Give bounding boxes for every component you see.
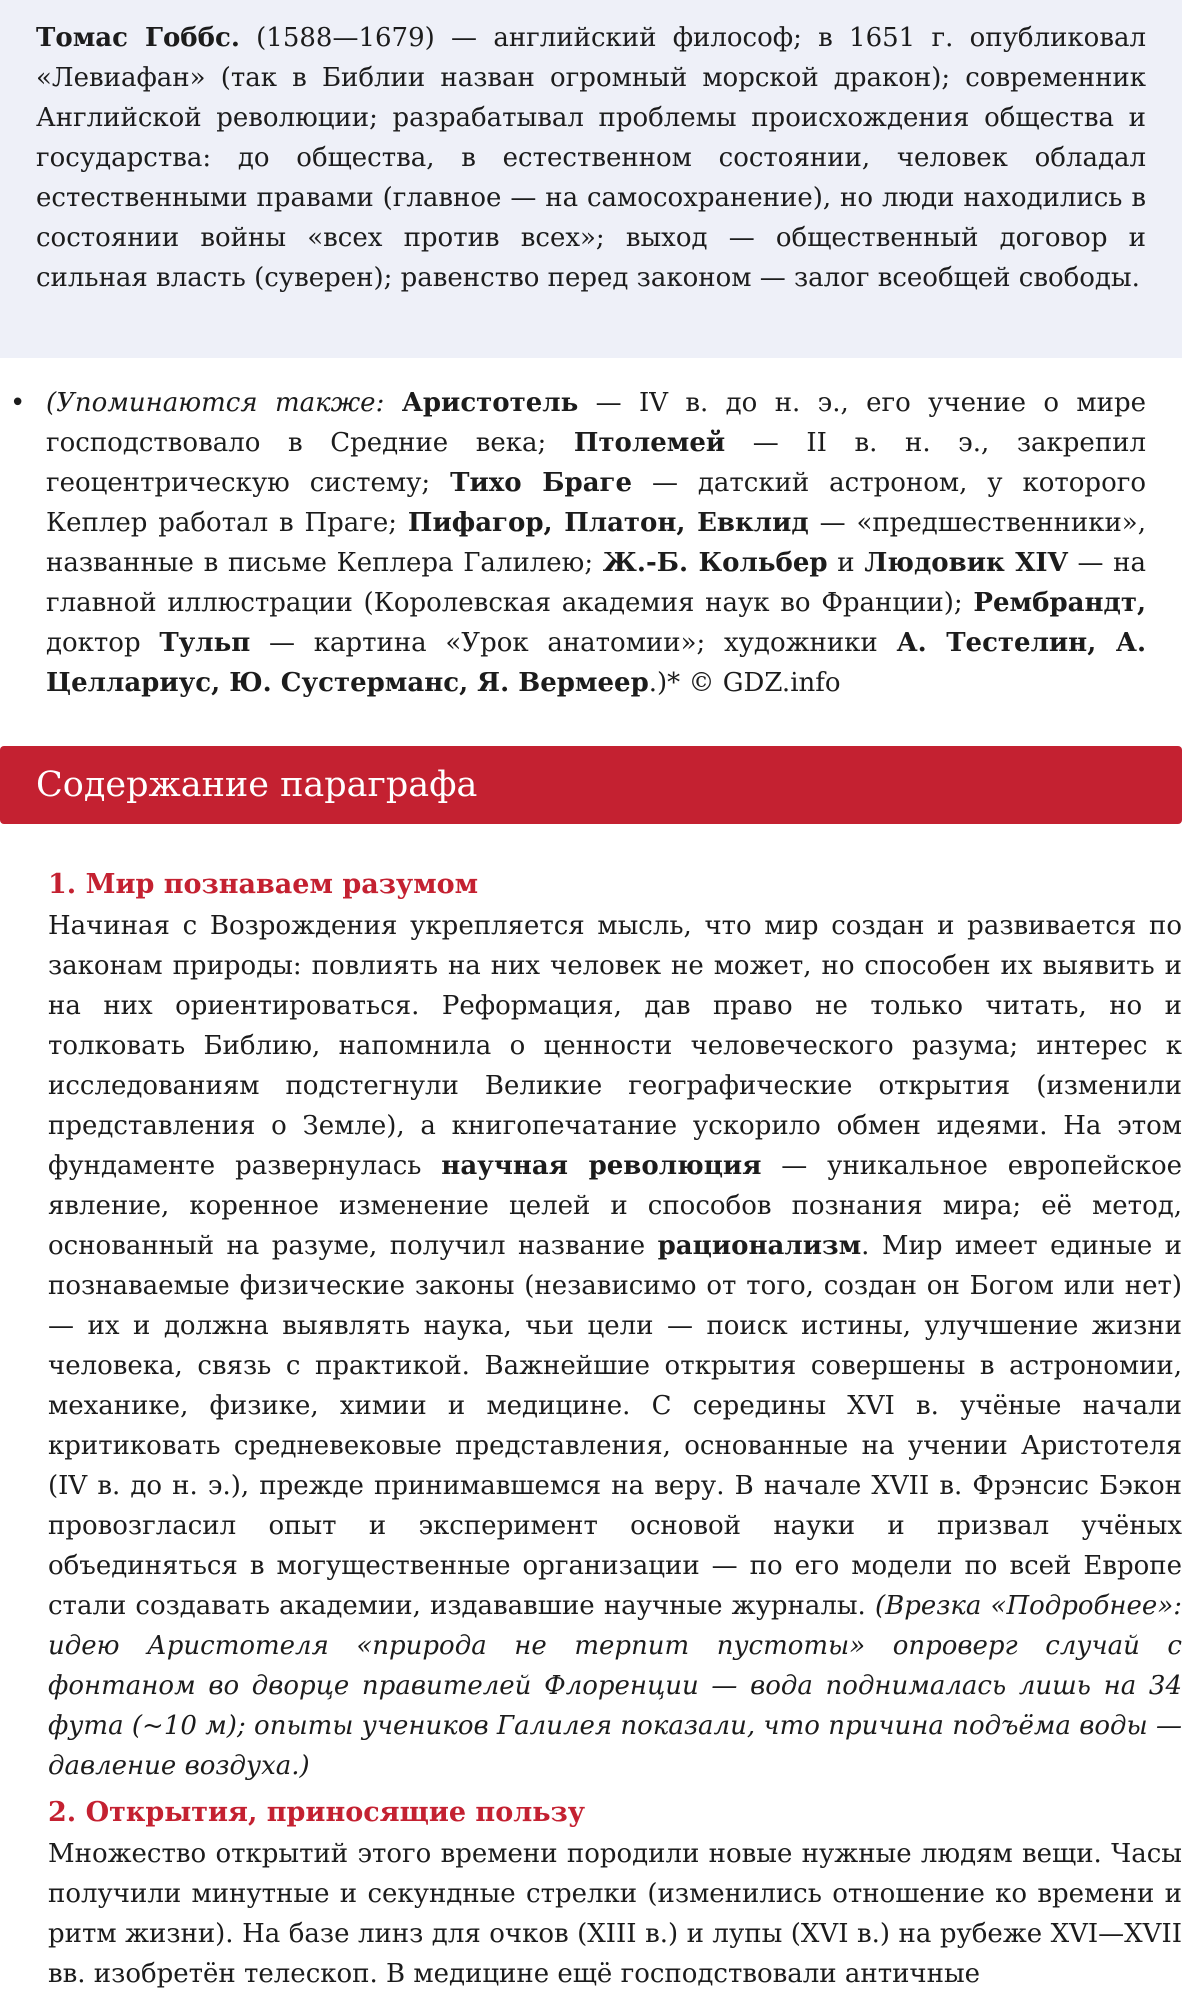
heading-part-2: 2. Открытия, приносящие пользу [48, 1797, 586, 1828]
hobbes-name: Томас Гоббс. [36, 23, 240, 53]
term-rationalism: рационализм [657, 1231, 862, 1261]
text-3: — датский астроном, у которого Кеплер работал в Праге; [46, 468, 1147, 538]
name-aristotle: Аристотель [401, 388, 579, 418]
bullet-dot-icon: • [10, 388, 26, 418]
names-artists: А. Тестелин, А. Целлариус, Ю. Сустерманс, Я. Вермеер [46, 628, 1146, 698]
part-1-paragraph [0, 906, 1182, 1786]
name-louis: Людовик XIV [864, 548, 1068, 578]
part-1-text-3: . Мир имеет единые и познаваемые физические законы (независимо от того, создан он Богом или нет) — их и должна выявлять наука, чьи цели — поиск истины, улучшение жизни человека, связь с практикой. Важнейшие открытия совершены в астрономии, механике, физике, химии и медицине. С середины XVI в. учёные начали критиковать средневековые представления, основанные на учении Аристотеля (IV в. до н. э.), прежде принимавшемся на веру. В начале XVII в. Фрэнсис Бэкон провозгласил опыт и эксперимент основой науки и призвал учёных объединяться в могущественные организации — по его модели по всей Европе стали создавать академии, издававшие научные журналы. [48, 1231, 1182, 1621]
part-1-inset: (Врезка «Подробнее»: идею Аристотеля «природа не терпит пустоты» опроверг случай с фонтаном во дворце правителей Флоренции — вода поднималась лишь на 34 фута (~10 м); опыты учеников Галилея показали, что причина подъёма воды — давление воздуха.) [48, 1591, 1182, 1781]
text-5: и [827, 548, 865, 578]
part-2-text-1: Множество открытий этого времени породили новые нужные людям вещи. Часы получили минутные и секундные стрелки (изменились отношение ко времени и ритм жизни). На базе линз для очков (XIII в.) и лупы (XVI в.) на рубеже XVI—XVII вв. изобретён телескоп. В медицине ещё господствовали античные [48, 1839, 1182, 1989]
name-tulp: Тульп [159, 628, 251, 658]
term-scientific-revolution: научная революция [441, 1151, 762, 1181]
name-colbert: Ж.-Б. Кольбер [602, 548, 828, 578]
mentioned-intro: (Упоминаются также: [46, 388, 385, 418]
section-title-bar [0, 746, 1182, 824]
text-7: доктор [46, 628, 160, 658]
mentioned-bullet [0, 383, 1182, 703]
text-1: — IV в. до н. э., его учение о мире господствовало в Средние века; [46, 388, 1147, 458]
mentioned-paragraph [46, 383, 1146, 703]
text-6: — на главной иллюстрации (Королевская академия наук во Франции); [46, 548, 1147, 618]
name-ptolemy: Птолемей [573, 428, 726, 458]
text-9: .)* © GDZ.info [648, 668, 841, 698]
text-8: — картина «Урок анатомии»; художники [250, 628, 897, 658]
hobbes-paragraph [36, 18, 1146, 298]
name-brahe: Тихо Браге [450, 468, 633, 498]
text-2: — II в. н. э., закрепил геоцентрическую систему; [46, 428, 1146, 498]
main-content [0, 864, 1182, 1994]
name-pythagoras: Пифагор, Платон, Евклид [407, 508, 809, 538]
part-2-paragraph [0, 1834, 1182, 1994]
part-1-text-1: Начиная с Возрождения укрепляется мысль, что мир создан и развивается по законам природы: повлиять на них человек не может, но способен их выявить и на них ориентироваться. Реформация, дав право не только читать, но и толковать Библию, напомнила о ценности человеческого разума; интерес к исследованиям подстегнули Великие географические открытия (изменили представления о Земле), а книгопечатание ускорило обмен идеями. На этом фундаменте развернулась [48, 911, 1182, 1181]
name-rembrandt: Рембрандт, [973, 588, 1146, 618]
part-1-text-2: — уникальное европейское явление, коренное изменение целей и способов познания мира; её метод, основанный на разуме, получил название [48, 1151, 1182, 1261]
text-4: — «предшественники», названные в письме Кеплера Галилею; [46, 508, 1146, 578]
heading-part-1: 1. Мир познаваем разумом [48, 869, 479, 900]
hobbes-text: (1588—1679) — английский философ; в 1651 г. опубликовал «Левиафан» (так в Библии назван огромный морской дракон); современник Английской революции; разрабатывал проблемы происхождения общества и государства: до общества, в естественном состоянии, человек обладал естественными правами (главное — на самосохранение), но люди находились в состоянии войны «всех против всех»; выход — общественный договор и сильная власть (суверен); равенство перед законом — залог всеобщей свободы. [36, 23, 1146, 293]
section-title: Содержание параграфа [36, 765, 478, 805]
hobbes-note-box [0, 0, 1182, 358]
